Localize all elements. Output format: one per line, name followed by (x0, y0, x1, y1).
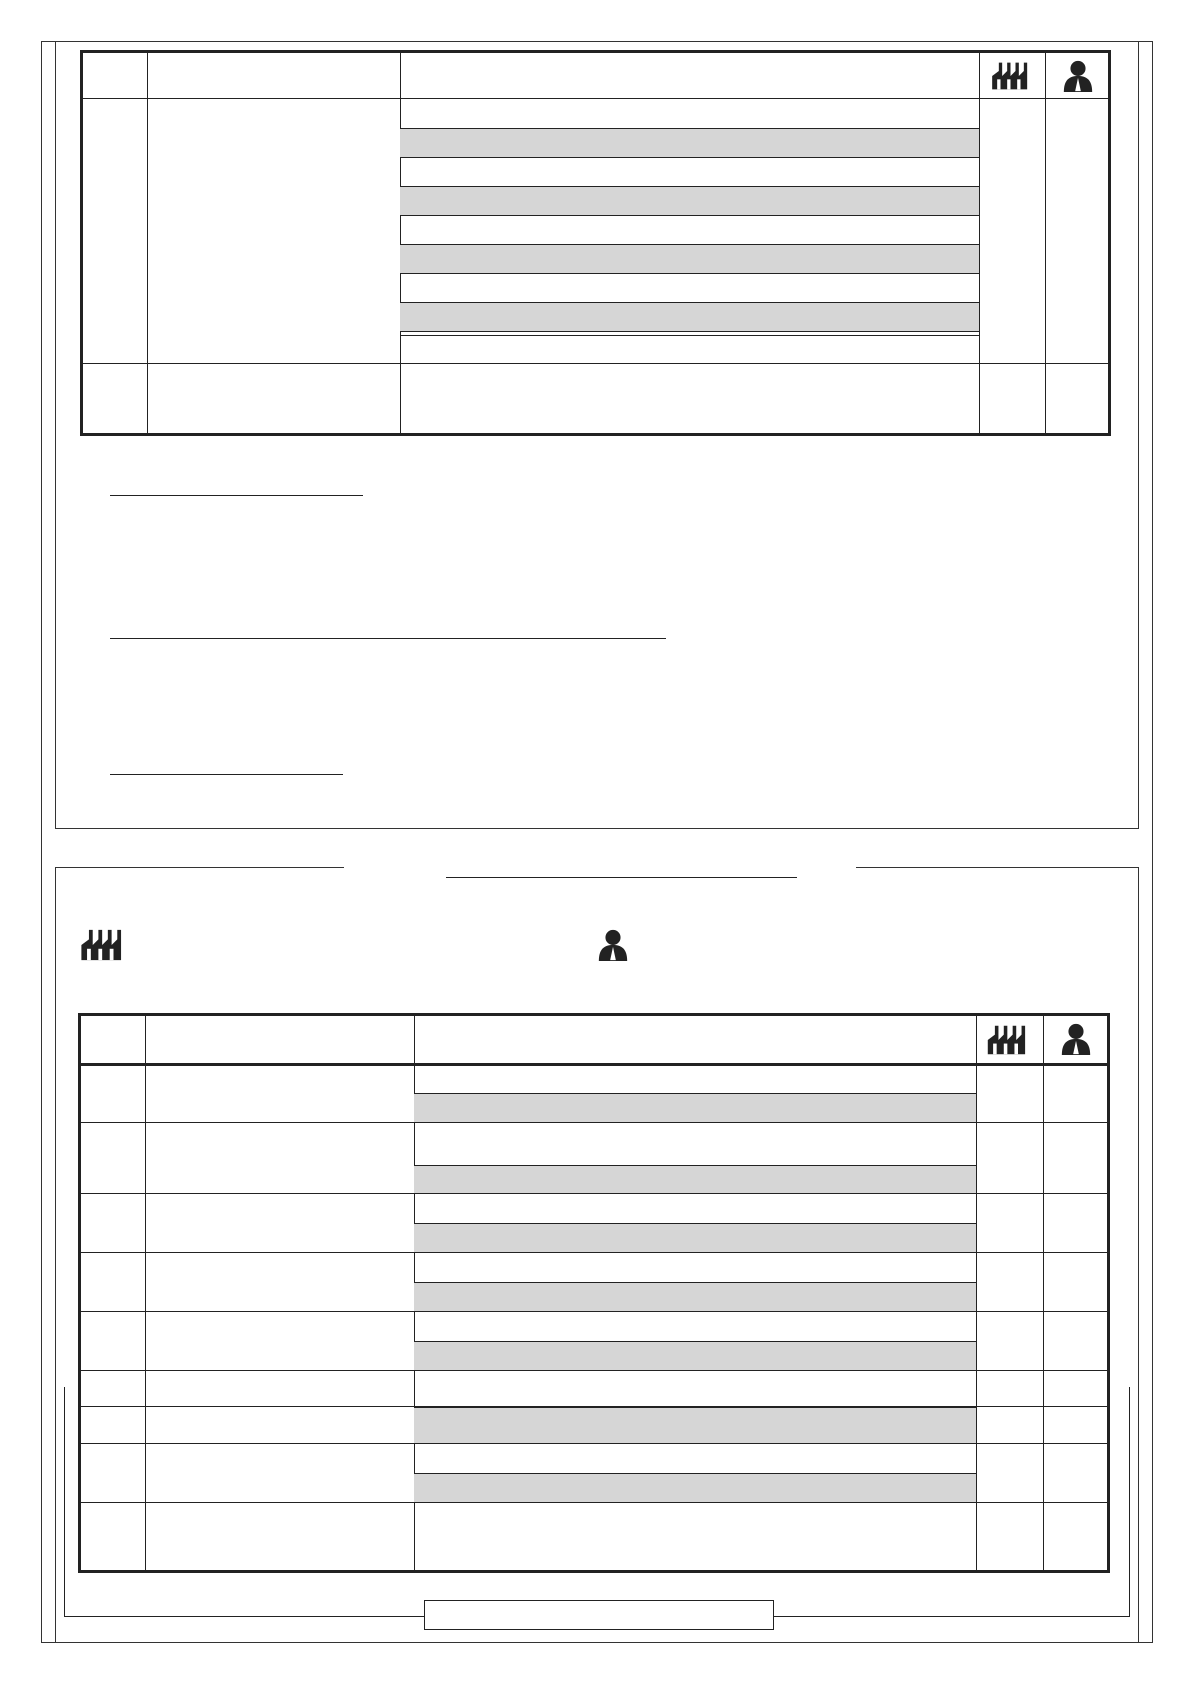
column-divider (1045, 53, 1046, 433)
column-divider (147, 53, 148, 433)
upper-table (80, 50, 1111, 436)
factory-icon (987, 61, 1039, 91)
shaded-line (400, 186, 979, 216)
heading-underline (110, 774, 343, 775)
shaded-line (414, 1341, 976, 1371)
page-number-box (424, 1600, 774, 1630)
column-divider (976, 1016, 977, 1570)
column-divider (400, 53, 401, 433)
section-box-top-right (856, 867, 1139, 868)
shaded-line (400, 244, 979, 274)
header-divider (81, 1063, 1107, 1066)
heading-underline (110, 638, 666, 639)
shaded-line (414, 1282, 976, 1312)
lower-table (78, 1013, 1110, 1573)
shaded-line (414, 1223, 976, 1253)
column-divider (145, 1016, 146, 1570)
heading-underline (110, 495, 363, 496)
shaded-line (414, 1093, 976, 1123)
column-divider (979, 53, 980, 433)
shaded-line (400, 302, 979, 332)
shaded-line (400, 128, 979, 158)
person-icon (1061, 59, 1095, 93)
shaded-line (414, 1473, 976, 1503)
factory-icon (984, 1024, 1036, 1056)
section-box-top-left (55, 867, 344, 868)
person-icon (596, 928, 630, 962)
legend-section-title (446, 877, 797, 878)
shaded-line (414, 1407, 976, 1444)
header-divider (83, 98, 1108, 99)
factory-icon (78, 928, 132, 962)
shaded-line (414, 1165, 976, 1194)
row-divider (400, 335, 979, 336)
column-divider (1043, 1016, 1044, 1570)
row-divider (83, 363, 1108, 364)
person-icon (1059, 1022, 1093, 1056)
